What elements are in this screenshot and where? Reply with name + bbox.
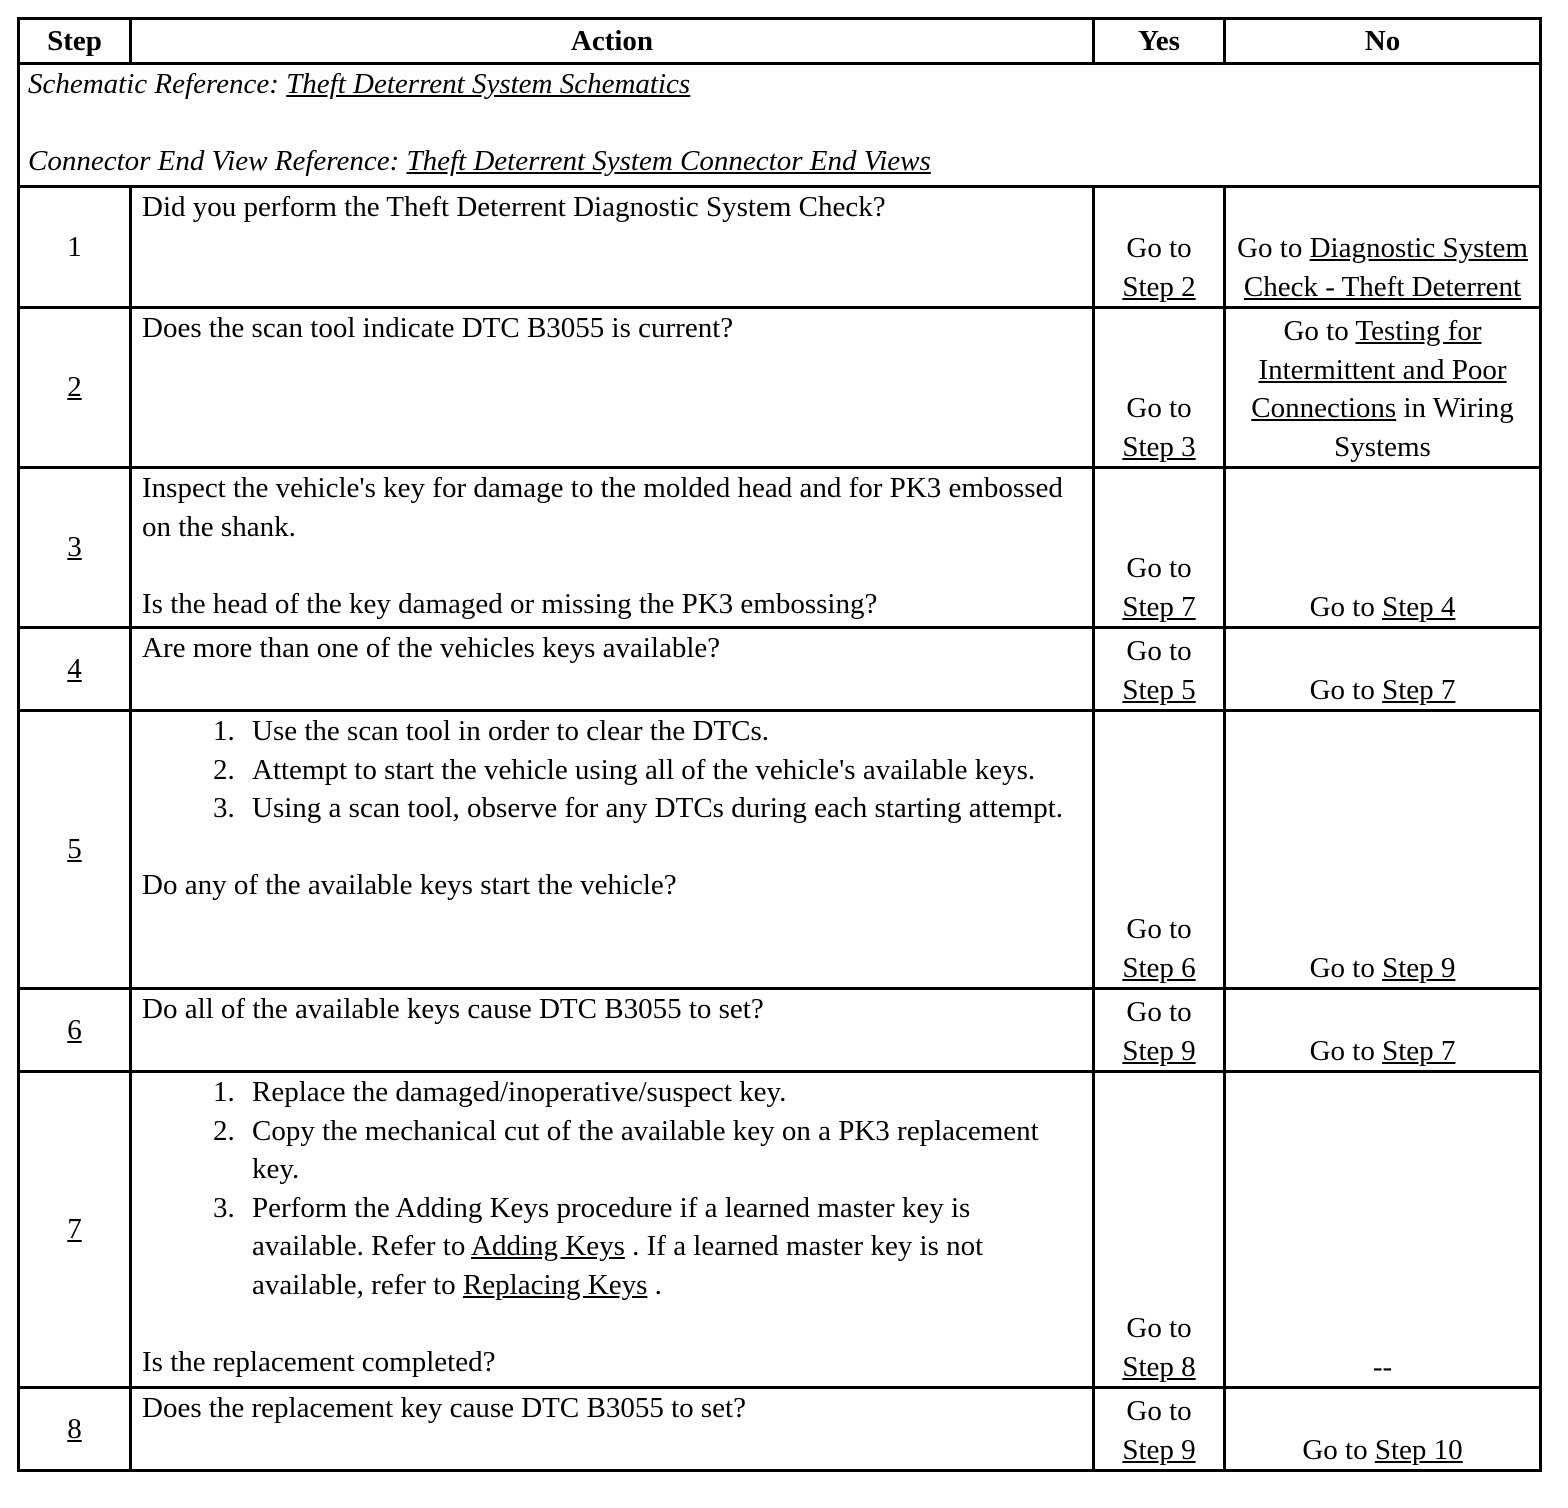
no-cell <box>1225 308 1541 468</box>
yes-step-link[interactable]: Step 6 <box>1122 951 1196 984</box>
yes-cell <box>1094 308 1225 468</box>
schematic-reference-label: Schematic Reference: <box>28 68 287 100</box>
no-step-link[interactable]: Step 9 <box>1382 951 1456 984</box>
action-cell <box>131 187 1094 308</box>
no-cell <box>1225 468 1541 628</box>
no-step-link[interactable]: Step 10 <box>1374 1433 1463 1466</box>
list-item-text: . If a learned master key is not available, refer to <box>252 1230 984 1301</box>
no-step-link[interactable]: Step 7 <box>1382 673 1456 706</box>
list-item: 2. Copy the mechanical cut of the available key on a PK3 replacement key. <box>242 1112 1082 1189</box>
list-item-text: Perform the Adding Keys procedure if a learned master key is available. Refer to <box>252 1191 971 1262</box>
go-to-label: Go to <box>1309 590 1383 623</box>
no-step-link[interactable]: Step 7 <box>1382 1034 1456 1067</box>
action-cell <box>131 1072 1094 1388</box>
action-cell <box>131 1388 1094 1471</box>
list-item <box>242 1189 1082 1305</box>
go-to-label: Go to <box>1283 315 1356 347</box>
reference-row <box>19 64 1541 187</box>
no-value: -- <box>1372 1350 1393 1383</box>
go-to-label: Go to <box>1126 913 1192 945</box>
header-no: No <box>1225 19 1541 64</box>
list-item: 3. Using a scan tool, observe for any DTCs during each starting attempt. <box>242 789 1082 828</box>
step-number-link[interactable]: 5 <box>19 711 131 989</box>
go-to-label: Go to <box>1126 1312 1192 1344</box>
no-cell <box>1225 1388 1541 1471</box>
action-instruction: Inspect the vehicle's key for damage to the molded head and for PK3 embossed on the shank. <box>142 472 1063 543</box>
no-cell <box>1225 1072 1541 1388</box>
step-number-link[interactable]: 4 <box>19 628 131 711</box>
adding-keys-link[interactable]: Adding Keys <box>471 1230 625 1262</box>
go-to-label: Go to <box>1126 1395 1192 1427</box>
no-cell <box>1225 989 1541 1072</box>
connector-reference-link[interactable]: Theft Deterrent System Connector End Views <box>406 145 931 177</box>
action-question: Did you perform the Theft Deterrent Diagnostic System Check? <box>142 191 886 223</box>
yes-cell <box>1094 989 1225 1072</box>
yes-cell <box>1094 628 1225 711</box>
yes-step-link[interactable]: Step 2 <box>1122 270 1196 303</box>
yes-cell <box>1094 187 1225 308</box>
action-question: Do all of the available keys cause DTC B3055 to set? <box>142 993 764 1025</box>
action-question: Do any of the available keys start the vehicle? <box>142 869 677 901</box>
table-row <box>19 711 1541 989</box>
action-question: Is the replacement completed? <box>142 1345 496 1378</box>
go-to-label: Go to <box>1126 232 1192 264</box>
yes-step-link[interactable]: Step 3 <box>1122 430 1196 463</box>
action-cell <box>131 468 1094 628</box>
action-cell <box>131 989 1094 1072</box>
yes-step-link[interactable]: Step 7 <box>1122 590 1196 623</box>
action-cell <box>131 628 1094 711</box>
reference-cell <box>19 64 1541 187</box>
step-number: 1 <box>19 187 131 308</box>
schematic-reference-link[interactable]: Theft Deterrent System Schematics <box>286 68 691 100</box>
go-to-label: Go to <box>1126 552 1192 584</box>
list-item: 2. Attempt to start the vehicle using all of the vehicle's available keys. <box>242 751 1082 790</box>
step-number-link[interactable]: 7 <box>19 1072 131 1388</box>
step-number-link[interactable]: 2 <box>19 308 131 468</box>
table-row <box>19 187 1541 308</box>
yes-cell <box>1094 468 1225 628</box>
go-to-label: Go to <box>1309 673 1383 706</box>
header-row <box>19 19 1541 64</box>
go-to-label: Go to <box>1126 635 1192 667</box>
step-number-link[interactable]: 6 <box>19 989 131 1072</box>
action-cell <box>131 308 1094 468</box>
go-to-label: Go to <box>1126 996 1192 1028</box>
action-question: Does the replacement key cause DTC B3055 to set? <box>142 1392 746 1424</box>
step-number-link[interactable]: 3 <box>19 468 131 628</box>
no-link[interactable]: Testing for Intermittent and Poor Connections <box>1251 315 1507 424</box>
table-row <box>19 468 1541 628</box>
go-to-label: Go to <box>1309 1034 1383 1067</box>
diagnostic-table <box>17 17 1542 1472</box>
step-number-link[interactable]: 8 <box>19 1388 131 1471</box>
procedure-list <box>142 1073 1082 1304</box>
table-row <box>19 308 1541 468</box>
replacing-keys-link[interactable]: Replacing Keys <box>462 1268 648 1301</box>
list-item-text: . <box>647 1268 662 1301</box>
go-to-label: Go to <box>1309 951 1383 984</box>
procedure-list <box>142 712 1082 828</box>
list-item: 1. Replace the damaged/inoperative/suspect key. <box>242 1073 1082 1112</box>
action-question: Does the scan tool indicate DTC B3055 is current? <box>142 312 734 344</box>
yes-cell <box>1094 711 1225 989</box>
yes-step-link[interactable]: Step 5 <box>1122 673 1196 706</box>
table-row <box>19 989 1541 1072</box>
table-row <box>19 628 1541 711</box>
header-step: Step <box>19 19 131 64</box>
yes-step-link[interactable]: Step 9 <box>1122 1433 1196 1466</box>
yes-cell <box>1094 1388 1225 1471</box>
yes-step-link[interactable]: Step 9 <box>1122 1034 1196 1067</box>
no-cell <box>1225 187 1541 308</box>
go-to-label: Go to <box>1237 232 1310 264</box>
yes-step-link[interactable]: Step 8 <box>1122 1350 1196 1383</box>
no-cell <box>1225 711 1541 989</box>
table-row <box>19 1388 1541 1471</box>
no-cell <box>1225 628 1541 711</box>
go-to-label: Go to <box>1302 1433 1375 1466</box>
action-cell <box>131 711 1094 989</box>
yes-cell <box>1094 1072 1225 1388</box>
no-link[interactable]: Diagnostic System Check - Theft Deterrent <box>1243 232 1528 303</box>
connector-reference-label: Connector End View Reference: <box>28 145 407 177</box>
header-action: Action <box>131 19 1094 64</box>
list-item: 1. Use the scan tool in order to clear the DTCs. <box>242 712 1082 751</box>
go-to-label: Go to <box>1126 392 1192 424</box>
action-question: Are more than one of the vehicles keys available? <box>142 632 721 664</box>
header-yes: Yes <box>1094 19 1225 64</box>
table-row <box>19 1072 1541 1388</box>
no-suffix: in Wiring Systems <box>1334 392 1514 463</box>
no-step-link[interactable]: Step 4 <box>1382 590 1456 623</box>
action-question: Is the head of the key damaged or missing the PK3 embossing? <box>142 587 878 620</box>
